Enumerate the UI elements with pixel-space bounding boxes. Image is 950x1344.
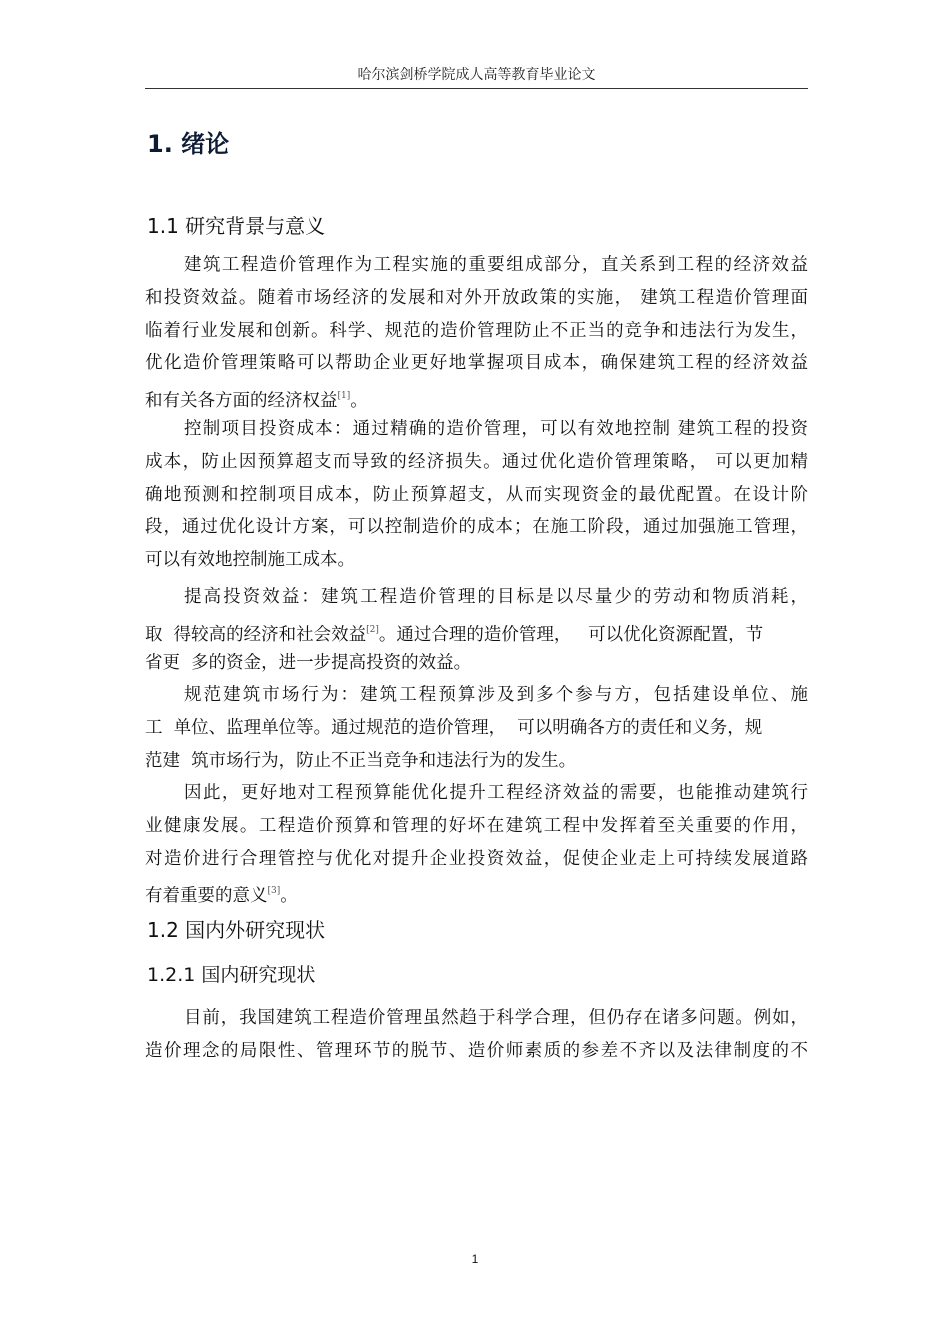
text-line: 取 xyxy=(145,624,163,645)
section-heading-1-2-1: 1.2.1 国内研究现状 xyxy=(147,964,316,986)
chapter-title: 1. 绪论 xyxy=(147,130,230,158)
text-line: 因此，更好地对工程预算能优化提升工程经济效益的需要，也能推动建筑行 xyxy=(184,783,808,803)
text-line: 确地预测和控制项目成本，防止预算超支，从而实现资金的最优配置。在设计阶 xyxy=(145,484,808,505)
text-line: 省更 多的资金，进一步提高投资的效益。 xyxy=(145,652,472,673)
text-punct: 。 xyxy=(280,886,298,907)
text-line: 目前，我国建筑工程造价管理虽然趋于科学合理，但仍存在诸多问题。例如， xyxy=(184,1008,808,1028)
header-divider xyxy=(145,88,808,89)
citation-ref: [3] xyxy=(267,886,281,897)
paragraph-2 xyxy=(145,413,808,577)
running-header: 哈尔滨剑桥学院成人高等教育毕业论文 xyxy=(357,67,596,83)
text-punct: 。 xyxy=(350,391,368,412)
text-line: 可以有效地控制施工成本。 xyxy=(145,550,355,571)
text-line: 和投资效益。随着市场经济的发展和对外开放政策的实施， 建筑工程造价管理面 xyxy=(145,287,808,308)
text-line: 提高投资效益：建筑工程造价管理的目标是以尽量少的劳动和物质消耗， xyxy=(184,587,808,607)
paragraph-3 xyxy=(145,581,808,679)
text-line: 成本，防止因预算超支而导致的经济损失。通过优化造价管理策略， 可以更加精 xyxy=(145,451,808,472)
text-line: 建筑工程造价管理作为工程实施的重要组成部分，直关系到工程的经济效益 xyxy=(184,255,808,275)
section-heading-1-1: 1.1 研究背景与意义 xyxy=(147,214,326,238)
text-line: 得较高的经济和社会效益 xyxy=(173,624,367,645)
text-line: 。通过合理的造价管理， 可以优化资源配置，节 xyxy=(378,624,764,645)
text-line: 控制项目投资成本：通过精确的造价管理，可以有效地控制 建筑工程的投资 xyxy=(184,419,808,439)
text-line: 规范建筑市场行为：建筑工程预算涉及到多个参与方，包括建设单位、施 xyxy=(184,685,808,705)
paragraph-1 xyxy=(145,249,808,413)
page-number: 1 xyxy=(471,1252,479,1266)
paragraph-6 xyxy=(145,1002,808,1068)
text-line: 和有关各方面的经济权益 xyxy=(145,391,338,412)
text-line: 业健康发展。工程造价预算和管理的好坏在建筑工程中发挥着至关重要的作用， xyxy=(145,815,808,836)
paragraph-5 xyxy=(145,777,808,908)
citation-ref: [2] xyxy=(366,624,379,635)
section-heading-1-2: 1.2 国内外研究现状 xyxy=(147,918,326,942)
text-line: 有着重要的意义 xyxy=(145,886,268,907)
text-line: 对造价进行合理管控与优化对提升企业投资效益，促使企业走上可持续发展道路 xyxy=(145,848,808,869)
text-line: 临着行业发展和创新。科学、规范的造价管理防止不正当的竞争和违法行为发生， xyxy=(145,320,808,341)
citation-ref: [1] xyxy=(337,391,351,402)
text-line: 造价理念的局限性、管理环节的脱节、造价师素质的参差不齐以及法律制度的不 xyxy=(145,1040,808,1061)
text-line: 段，通过优化设计方案，可以控制造价的成本；在施工阶段，通过加强施工管理， xyxy=(145,517,808,538)
text-line: 工 单位、监理单位等。通过规范的造价管理， 可以明确各方的责任和义务，规 xyxy=(145,717,763,738)
text-line: 范建 筑市场行为，防止不正当竞争和违法行为的发生。 xyxy=(145,750,577,771)
text-line: 优化造价管理策略可以帮助企业更好地掌握项目成本，确保建筑工程的经济效益 xyxy=(145,353,808,374)
paragraph-4 xyxy=(145,679,808,777)
